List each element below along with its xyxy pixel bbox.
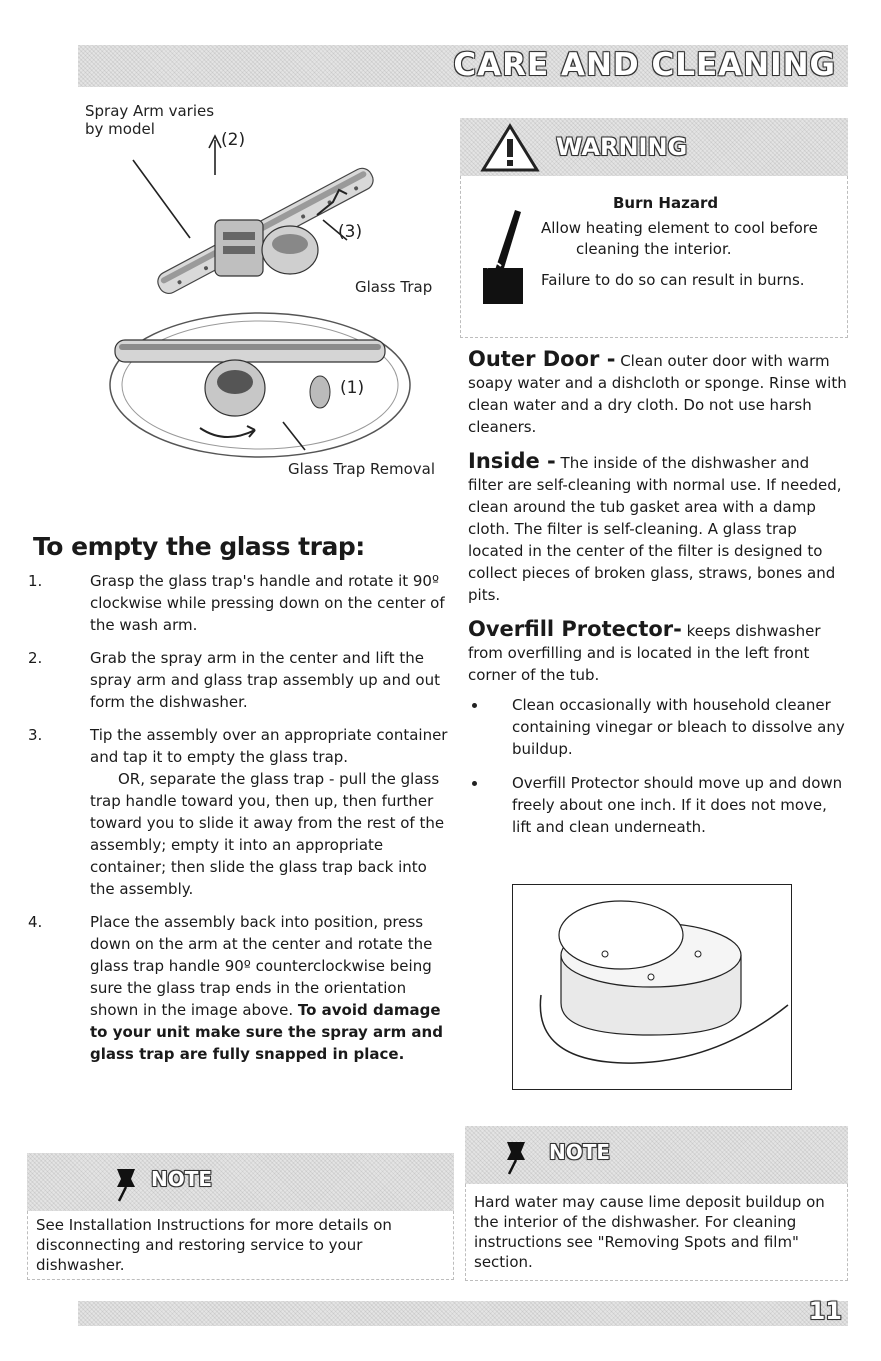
outer-door-text: Clean outer door with warm soapy water and a dishcloth or sponge. Rinse with clean water and a dry cloth. Do not use harsh cleaners. bbox=[468, 352, 847, 436]
list-item bbox=[28, 911, 448, 1065]
outer-door-heading: Outer Door - bbox=[468, 347, 616, 371]
pushpin-icon bbox=[111, 1163, 141, 1203]
callout-3: (3) bbox=[338, 222, 363, 242]
inside-heading: Inside - bbox=[468, 449, 556, 473]
step-number: 1. bbox=[28, 572, 43, 590]
note-title: NOTE bbox=[151, 1167, 213, 1191]
step-caution-text: To avoid damage to your unit make sure the spray arm and glass trap are fully snapped in place. bbox=[90, 1001, 443, 1063]
outer-door-paragraph bbox=[468, 348, 848, 438]
spray-arm-label: Spray Arm varies by model bbox=[85, 102, 215, 138]
callout-2: (2) bbox=[221, 130, 246, 150]
warning-band bbox=[460, 118, 848, 176]
list-item bbox=[468, 694, 848, 760]
overfill-bullets bbox=[468, 694, 848, 838]
bullet-text: Overfill Protector should move up and down freely about one inch. If it does not move, lift and clean underneath. bbox=[512, 774, 843, 836]
glass-trap-steps bbox=[28, 570, 448, 1076]
overfill-protector-illustration bbox=[513, 885, 790, 1088]
overfill-protector-figure bbox=[512, 884, 792, 1090]
note-band bbox=[27, 1153, 454, 1211]
bullet-icon bbox=[472, 781, 477, 786]
callout-1: (1) bbox=[340, 378, 365, 398]
warning-line-1: Allow heating element to cool before bbox=[541, 219, 818, 237]
warning-line-2: cleaning the interior. bbox=[576, 240, 732, 258]
warning-box bbox=[460, 118, 848, 338]
warning-line-3: Failure to do so can result in burns. bbox=[541, 271, 805, 289]
note-left bbox=[27, 1153, 454, 1280]
list-item bbox=[28, 647, 448, 713]
step-number: 4. bbox=[28, 913, 43, 931]
note-body: See Installation Instructions for more details on disconnecting and restoring service to your dishwasher. bbox=[27, 1211, 454, 1280]
bullet-text: Clean occasionally with household cleaner containing vinegar or bleach to dissolve any buildup. bbox=[512, 696, 845, 758]
glass-trap-removal-figure bbox=[105, 310, 450, 495]
step-text: Tip the assembly over an appropriate container and tap it to empty the glass trap. bbox=[90, 726, 448, 766]
warning-triangle-icon bbox=[480, 123, 540, 173]
header-bar bbox=[78, 45, 848, 87]
footer-bar bbox=[78, 1297, 848, 1326]
glass-trap-removal-label: Glass Trap Removal bbox=[288, 460, 435, 478]
pushpin-icon bbox=[501, 1136, 531, 1176]
overfill-paragraph bbox=[468, 618, 848, 838]
glass-trap-heading: To empty the glass trap: bbox=[33, 532, 365, 561]
list-item bbox=[468, 772, 848, 838]
warning-body bbox=[460, 176, 848, 338]
page-number: 11 bbox=[808, 1297, 842, 1325]
note-title: NOTE bbox=[549, 1140, 611, 1164]
list-item bbox=[28, 570, 448, 636]
step-number: 2. bbox=[28, 649, 43, 667]
page-title: CARE AND CLEANING bbox=[453, 47, 836, 83]
glass-trap-label: Glass Trap bbox=[355, 278, 433, 296]
warning-title: WARNING bbox=[556, 133, 688, 161]
note-right bbox=[465, 1126, 848, 1281]
burn-hazard-heading: Burn Hazard bbox=[613, 194, 719, 212]
burn-hazard-icon bbox=[479, 208, 529, 308]
inside-paragraph bbox=[468, 450, 848, 606]
note-band bbox=[465, 1126, 848, 1184]
step-text: Grasp the glass trap's handle and rotate it 90º clockwise while pressing down on the center of the wash arm. bbox=[90, 572, 445, 634]
overfill-heading: Overfill Protector- bbox=[468, 617, 682, 641]
step-text: Place the assembly back into position, press down on the arm at the center and rotate the glass trap handle 90º counterclockwise being sure the glass trap ends in the orientation shown in the image above. bbox=[90, 913, 433, 1019]
overfill-text: keeps dishwasher from overfilling and is located in the left front corner of the tub. bbox=[468, 622, 821, 684]
step-alternative-text: OR, separate the glass trap - pull the glass trap handle toward you, then up, then further toward you to slide it away from the rest of the assembly; empty it into an appropriate container; then slide the glass trap back into the assembly. bbox=[90, 770, 445, 898]
note-body: Hard water may cause lime deposit buildup on the interior of the dishwasher. For cleaning instructions see "Removing Spots and film" section. bbox=[465, 1184, 848, 1281]
inside-text: The inside of the dishwasher and filter are self-cleaning with normal use. If needed, clean around the tub gasket area with a damp cloth. The filter is self-cleaning. A glass trap located in the center of the filter is designed to collect pieces of broken glass, straws, bones and pits. bbox=[468, 454, 842, 604]
bullet-icon bbox=[472, 703, 477, 708]
list-item bbox=[28, 724, 448, 900]
step-text: Grab the spray arm in the center and lift the spray arm and glass trap assembly up and out form the dishwasher. bbox=[90, 649, 440, 711]
care-paragraphs bbox=[468, 348, 848, 850]
step-number: 3. bbox=[28, 726, 43, 744]
spray-arm-figure bbox=[85, 102, 455, 310]
